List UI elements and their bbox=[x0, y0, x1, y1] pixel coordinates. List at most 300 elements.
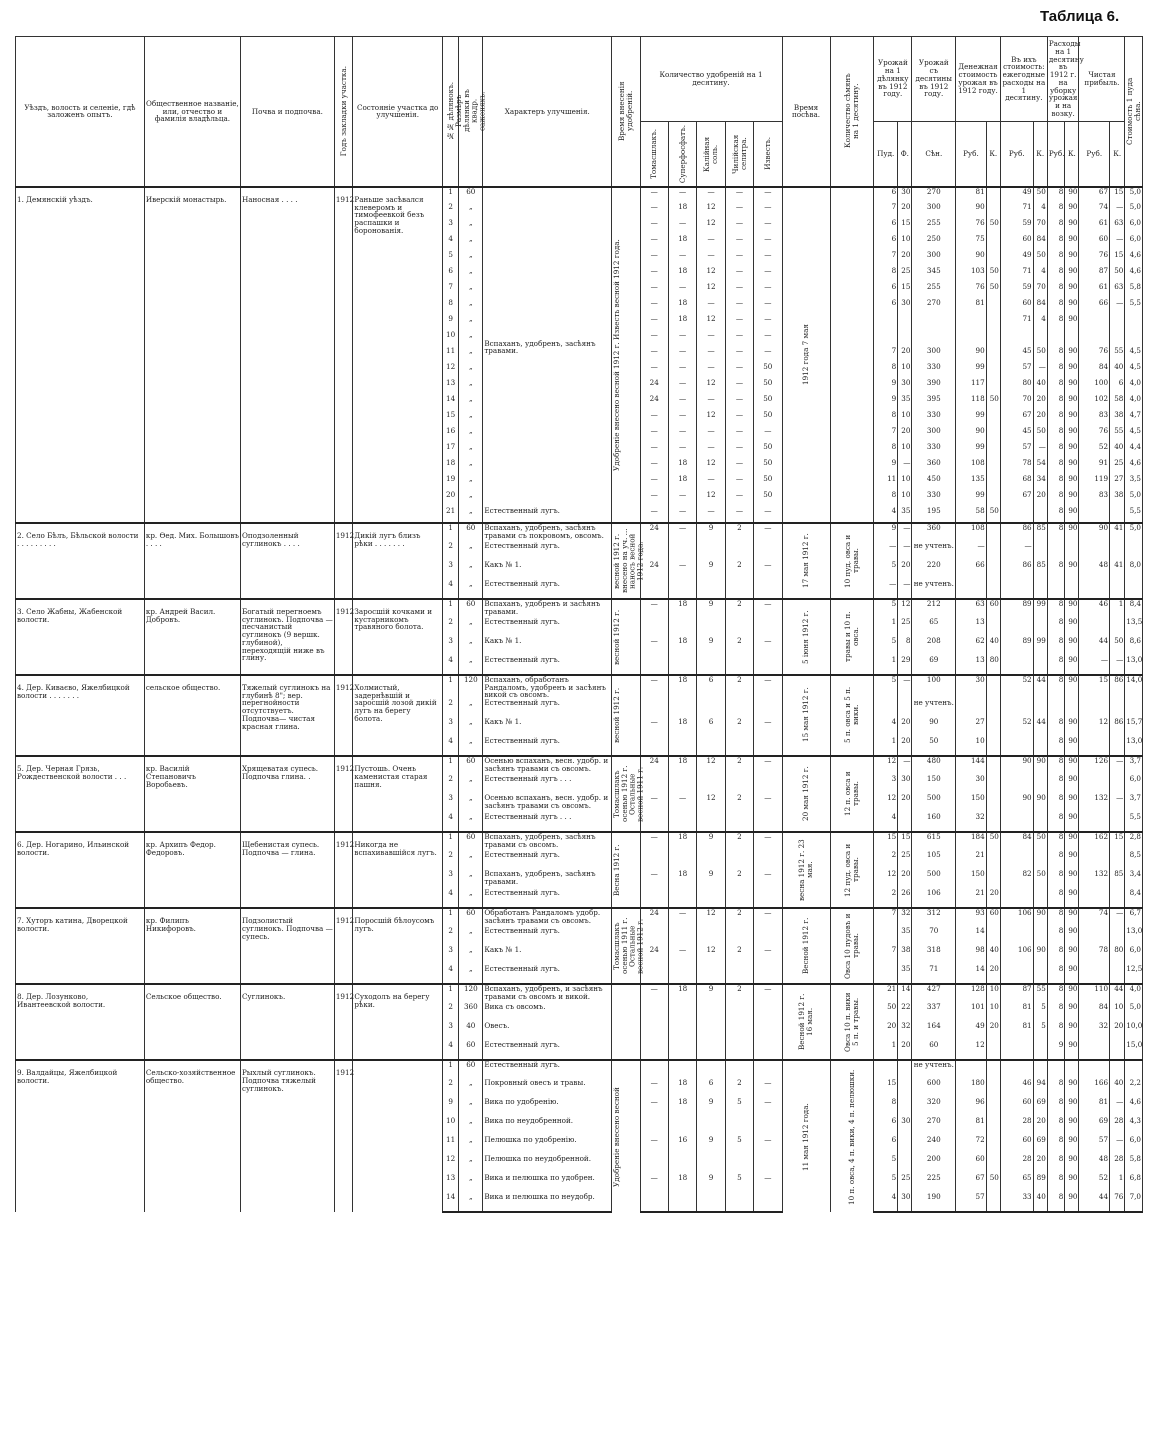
value-rub: 76 bbox=[956, 219, 987, 235]
price-per-pud: 6,0 bbox=[1125, 235, 1143, 251]
fertilizer-amount bbox=[697, 699, 725, 718]
expense-kop: 90 bbox=[1065, 427, 1079, 443]
hay-funt: 20 bbox=[898, 870, 912, 889]
hay-funt: — bbox=[898, 523, 912, 542]
price-per-pud: 12,5 bbox=[1125, 965, 1143, 984]
value-kop bbox=[986, 675, 1000, 699]
cost-rub bbox=[1000, 965, 1033, 984]
seed-qty-text: Овса 10 п. вики 5 п. и травы. bbox=[843, 992, 860, 1052]
improvement-text: Вспаханъ, удобренъ, засѣянъ травами. bbox=[484, 338, 596, 356]
fertilizer-amount: — bbox=[668, 251, 696, 267]
expense-rub: 8 bbox=[1047, 411, 1064, 427]
header-cost: Въ ихъ стоимость: ежегодные расходы на 1 десятину. bbox=[1000, 37, 1047, 122]
improvement-cell: Естественный лугъ. bbox=[483, 1060, 612, 1079]
improvement-cell: Естественный лугъ. bbox=[483, 580, 612, 599]
cost-kop: 94 bbox=[1033, 1079, 1047, 1098]
fertilizer-amount: — bbox=[640, 219, 668, 235]
cost-rub: 90 bbox=[1000, 756, 1033, 775]
fertilizer-amount: — bbox=[640, 267, 668, 283]
profit-rub: 76 bbox=[1079, 251, 1110, 267]
fertilizer-amount bbox=[640, 889, 668, 908]
expense-kop: 90 bbox=[1065, 299, 1079, 315]
fertilizer-amount: 50 bbox=[754, 395, 782, 411]
fertilizer-amount: 24 bbox=[640, 756, 668, 775]
fertilizer-amount: — bbox=[754, 832, 782, 851]
price-per-pud: 4,5 bbox=[1125, 363, 1143, 379]
hay-per-des: 150 bbox=[912, 775, 956, 794]
value-rub: 90 bbox=[956, 427, 987, 443]
value-rub: 117 bbox=[956, 379, 987, 395]
fertilizer-amount: 5 bbox=[725, 1136, 753, 1155]
fertilizer-amount bbox=[725, 618, 753, 637]
header-hay-per-plot: Урожай на 1 дѣлянку въ 1912 году. bbox=[874, 37, 912, 122]
profit-rub bbox=[1079, 315, 1110, 331]
plot-number: 3 bbox=[442, 870, 458, 889]
fertilizer-amount: — bbox=[725, 411, 753, 427]
price-per-pud: 8,6 bbox=[1125, 637, 1143, 656]
fertilizer-amount: 2 bbox=[725, 523, 753, 542]
fertilizer-amount: 18 bbox=[668, 1079, 696, 1098]
fertilizer-amount: 24 bbox=[640, 946, 668, 965]
price-per-pud bbox=[1125, 580, 1143, 599]
profit-kop: — bbox=[1110, 1136, 1125, 1155]
section-place: 9. Валдайцы, Яжелбицкой волости. bbox=[16, 1060, 145, 1212]
fertilizer-amount: 24 bbox=[640, 395, 668, 411]
plot-size: „ bbox=[459, 946, 483, 965]
fertilizer-amount: 9 bbox=[697, 523, 725, 542]
value-kop bbox=[986, 542, 1000, 561]
cost-kop: — bbox=[1033, 443, 1047, 459]
cost-rub: 106 bbox=[1000, 946, 1033, 965]
value-kop bbox=[986, 1136, 1000, 1155]
plot-number: 2 bbox=[442, 203, 458, 219]
value-rub: 14 bbox=[956, 965, 987, 984]
fert-time-text: весной 1912 г. bbox=[612, 687, 622, 743]
cost-rub: 49 bbox=[1000, 251, 1033, 267]
fertilizer-amount bbox=[668, 656, 696, 675]
plot-size: „ bbox=[459, 1174, 483, 1193]
profit-rub: 44 bbox=[1079, 1193, 1110, 1212]
price-per-pud bbox=[1125, 315, 1143, 331]
section-year: 1912 bbox=[334, 756, 353, 832]
hay-funt: 20 bbox=[898, 1041, 912, 1060]
fertilizer-amount: — bbox=[640, 251, 668, 267]
fertilizer-amount bbox=[754, 1117, 782, 1136]
fertilizer-amount bbox=[668, 775, 696, 794]
table-row bbox=[16, 1060, 1143, 1079]
fertilizer-amount bbox=[697, 1155, 725, 1174]
price-per-pud: 3,7 bbox=[1125, 756, 1143, 775]
sowing-time-text: 15 мая 1912 г. bbox=[801, 688, 811, 743]
profit-rub: 81 bbox=[1079, 1098, 1110, 1117]
profit-rub bbox=[1079, 331, 1110, 347]
price-per-pud: 4,6 bbox=[1125, 251, 1143, 267]
section-state: Поросшій бѣлоусомъ лугъ. bbox=[353, 908, 443, 984]
price-per-pud: 4,4 bbox=[1125, 443, 1143, 459]
fertilizer-amount bbox=[640, 737, 668, 756]
cost-kop bbox=[1033, 656, 1047, 675]
plot-number: 21 bbox=[442, 507, 458, 523]
expense-rub: 8 bbox=[1047, 656, 1064, 675]
price-per-pud: 6,0 bbox=[1125, 775, 1143, 794]
profit-kop bbox=[1110, 851, 1125, 870]
value-rub: 150 bbox=[956, 870, 987, 889]
profit-rub: 102 bbox=[1079, 395, 1110, 411]
fertilizer-amount bbox=[754, 775, 782, 794]
fertilizer-amount: — bbox=[754, 1079, 782, 1098]
fertilizer-amount bbox=[725, 1117, 753, 1136]
plot-number: 6 bbox=[442, 267, 458, 283]
fertilizer-amount bbox=[725, 1022, 753, 1041]
fertilizer-amount: — bbox=[640, 1174, 668, 1193]
fertilizer-amount bbox=[697, 775, 725, 794]
cost-kop: 4 bbox=[1033, 267, 1047, 283]
seed-qty-cell bbox=[830, 832, 874, 908]
plot-number: 4 bbox=[442, 813, 458, 832]
fertilizer-amount: — bbox=[640, 443, 668, 459]
hay-per-des: 450 bbox=[912, 475, 956, 491]
section-year: 1912 bbox=[334, 908, 353, 984]
fertilizer-amount: — bbox=[725, 203, 753, 219]
profit-rub: 119 bbox=[1079, 475, 1110, 491]
value-kop: 50 bbox=[986, 507, 1000, 523]
fertilizer-amount: 18 bbox=[668, 599, 696, 618]
price-per-pud: 4,5 bbox=[1125, 427, 1143, 443]
plot-number: 2 bbox=[442, 618, 458, 637]
hay-pud: 9 bbox=[874, 379, 898, 395]
sowing-time-cell bbox=[782, 756, 830, 832]
hay-funt bbox=[898, 1155, 912, 1174]
expense-kop: 90 bbox=[1065, 946, 1079, 965]
value-kop: 60 bbox=[986, 908, 1000, 927]
value-rub: 30 bbox=[956, 675, 987, 699]
cost-rub: 90 bbox=[1000, 794, 1033, 813]
hay-funt bbox=[898, 1079, 912, 1098]
expense-rub: 8 bbox=[1047, 283, 1064, 299]
fertilizer-amount: — bbox=[640, 235, 668, 251]
fertilizer-amount: — bbox=[668, 507, 696, 523]
price-per-pud: 8,4 bbox=[1125, 599, 1143, 618]
plot-number: 2 bbox=[442, 542, 458, 561]
fertilizer-amount: — bbox=[640, 599, 668, 618]
plot-number: 1 bbox=[442, 523, 458, 542]
hay-per-des: 200 bbox=[912, 1155, 956, 1174]
hay-pud: 12 bbox=[874, 756, 898, 775]
hay-pud: 12 bbox=[874, 794, 898, 813]
value-rub: 135 bbox=[956, 475, 987, 491]
seed-qty-text: 12 пуд. овса и травы. bbox=[843, 843, 860, 897]
hay-pud bbox=[874, 1060, 898, 1079]
value-rub: 75 bbox=[956, 235, 987, 251]
value-rub: 93 bbox=[956, 908, 987, 927]
fertilizer-amount bbox=[668, 889, 696, 908]
hay-per-des: 395 bbox=[912, 395, 956, 411]
plot-size: „ bbox=[459, 618, 483, 637]
profit-kop: 25 bbox=[1110, 459, 1125, 475]
expense-rub: 8 bbox=[1047, 675, 1064, 699]
value-rub: 12 bbox=[956, 1041, 987, 1060]
profit-kop: 20 bbox=[1110, 1022, 1125, 1041]
plot-number: 2 bbox=[442, 1003, 458, 1022]
fertilizer-amount: — bbox=[640, 203, 668, 219]
plot-number: 3 bbox=[442, 718, 458, 737]
value-rub: — bbox=[956, 542, 987, 561]
price-per-pud: 15,0 bbox=[1125, 1041, 1143, 1060]
hay-pud: 21 bbox=[874, 984, 898, 1003]
cost-rub: 28 bbox=[1000, 1117, 1033, 1136]
cost-kop bbox=[1033, 889, 1047, 908]
value-kop bbox=[986, 331, 1000, 347]
section-soil: Рыхлый суглинокъ. Подпочва тяжелый суглинокъ. bbox=[240, 1060, 334, 1212]
hay-funt: 30 bbox=[898, 187, 912, 203]
fertilizer-amount: — bbox=[640, 1079, 668, 1098]
cost-kop: 34 bbox=[1033, 475, 1047, 491]
hay-per-des: 50 bbox=[912, 737, 956, 756]
value-kop: 40 bbox=[986, 946, 1000, 965]
fertilizer-amount: 16 bbox=[668, 1136, 696, 1155]
value-rub: 32 bbox=[956, 813, 987, 832]
profit-kop: — bbox=[1110, 756, 1125, 775]
value-kop bbox=[986, 459, 1000, 475]
fertilizer-amount bbox=[754, 1060, 782, 1079]
hay-pud: 6 bbox=[874, 187, 898, 203]
fertilizer-amount bbox=[697, 927, 725, 946]
fertilizer-amount: — bbox=[725, 427, 753, 443]
profit-rub bbox=[1079, 889, 1110, 908]
fertilizer-amount bbox=[697, 1041, 725, 1060]
value-rub: 144 bbox=[956, 756, 987, 775]
sowing-time-text: весна 1912 г. 23 мая. bbox=[797, 839, 815, 901]
profit-rub: 83 bbox=[1079, 411, 1110, 427]
value-kop bbox=[986, 411, 1000, 427]
fertilizer-amount: 2 bbox=[725, 832, 753, 851]
hay-funt: 20 bbox=[898, 794, 912, 813]
fertilizer-amount: 12 bbox=[697, 756, 725, 775]
section-place: 1. Демянскій уѣздъ. bbox=[16, 187, 145, 523]
section-soil: Подзолистый суглинокъ. Подпочва — супесь. bbox=[240, 908, 334, 984]
header-expense: Расходы на 1 десятину въ 1912 г. на уборку урожая и на возку. bbox=[1047, 37, 1079, 122]
fertilizer-amount: — bbox=[640, 411, 668, 427]
fertilizer-amount bbox=[640, 1022, 668, 1041]
sowing-time-cell bbox=[782, 523, 830, 599]
expense-rub bbox=[1047, 580, 1064, 599]
fertilizer-amount: 2 bbox=[725, 756, 753, 775]
hay-pud: 5 bbox=[874, 561, 898, 580]
cost-kop: 50 bbox=[1033, 187, 1047, 203]
value-rub: 81 bbox=[956, 187, 987, 203]
value-kop: 50 bbox=[986, 395, 1000, 411]
expense-rub: 8 bbox=[1047, 315, 1064, 331]
improvement-cell: Какъ № 1. bbox=[483, 718, 612, 737]
section-year: 1912 bbox=[334, 984, 353, 1060]
fertilizer-amount: 5 bbox=[725, 1098, 753, 1117]
fertilizer-amount: — bbox=[725, 283, 753, 299]
section-owner: Сельско-хозяйственное общество. bbox=[144, 1060, 240, 1212]
expense-rub: 8 bbox=[1047, 1174, 1064, 1193]
fertilizer-amount: — bbox=[640, 331, 668, 347]
hay-pud: 9 bbox=[874, 459, 898, 475]
value-kop bbox=[986, 251, 1000, 267]
fertilizer-amount bbox=[668, 1060, 696, 1079]
hay-funt: 15 bbox=[898, 283, 912, 299]
fertilizer-amount: — bbox=[725, 251, 753, 267]
fertilizer-amount: 2 bbox=[725, 637, 753, 656]
cost-kop: 20 bbox=[1033, 491, 1047, 507]
hay-per-des: 255 bbox=[912, 219, 956, 235]
fertilizer-amount: 2 bbox=[725, 718, 753, 737]
expense-kop: 90 bbox=[1065, 459, 1079, 475]
fertilizer-amount: — bbox=[754, 315, 782, 331]
expense-kop bbox=[1065, 542, 1079, 561]
profit-rub: 61 bbox=[1079, 219, 1110, 235]
value-rub: 180 bbox=[956, 1079, 987, 1098]
value-kop bbox=[986, 443, 1000, 459]
expense-kop: 90 bbox=[1065, 965, 1079, 984]
profit-rub: 91 bbox=[1079, 459, 1110, 475]
hay-per-des: 65 bbox=[912, 618, 956, 637]
expense-rub: 8 bbox=[1047, 475, 1064, 491]
expense-rub: 8 bbox=[1047, 459, 1064, 475]
expense-rub: 8 bbox=[1047, 1079, 1064, 1098]
plot-size: „ bbox=[459, 331, 483, 347]
improvement-cell: Естественный лугъ. bbox=[483, 699, 612, 718]
profit-kop bbox=[1110, 1041, 1125, 1060]
expense-kop: 90 bbox=[1065, 984, 1079, 1003]
expense-rub: 8 bbox=[1047, 427, 1064, 443]
value-kop bbox=[986, 1117, 1000, 1136]
plot-size: 60 bbox=[459, 908, 483, 927]
profit-kop: 41 bbox=[1110, 523, 1125, 542]
expense-kop: 90 bbox=[1065, 637, 1079, 656]
price-per-pud: 13,0 bbox=[1125, 656, 1143, 675]
hay-pud: 9 bbox=[874, 523, 898, 542]
fertilizer-amount: 5 bbox=[725, 1174, 753, 1193]
plot-size: „ bbox=[459, 235, 483, 251]
fertilizer-amount bbox=[697, 1060, 725, 1079]
price-per-pud: 6,8 bbox=[1125, 1174, 1143, 1193]
hay-per-des: 195 bbox=[912, 507, 956, 523]
expense-kop: 90 bbox=[1065, 794, 1079, 813]
fertilizer-amount: — bbox=[754, 908, 782, 927]
cost-kop bbox=[1033, 1041, 1047, 1060]
expense-rub: 8 bbox=[1047, 775, 1064, 794]
hay-funt: 25 bbox=[898, 1174, 912, 1193]
fertilizer-amount: — bbox=[640, 984, 668, 1003]
plot-number: 4 bbox=[442, 1041, 458, 1060]
fertilizer-amount: — bbox=[754, 267, 782, 283]
fertilizer-amount: — bbox=[725, 507, 753, 523]
value-rub: 49 bbox=[956, 1022, 987, 1041]
plot-number: 7 bbox=[442, 283, 458, 299]
expense-kop: 90 bbox=[1065, 347, 1079, 363]
hay-funt: 35 bbox=[898, 927, 912, 946]
cost-rub: 89 bbox=[1000, 637, 1033, 656]
seed-qty-cell bbox=[830, 187, 874, 523]
fertilizer-amount bbox=[697, 1193, 725, 1212]
unit-k: К. bbox=[1033, 121, 1047, 187]
cost-rub: 28 bbox=[1000, 1155, 1033, 1174]
value-rub: 72 bbox=[956, 1136, 987, 1155]
profit-kop bbox=[1110, 1060, 1125, 1079]
fertilizer-amount: — bbox=[754, 251, 782, 267]
hay-funt: 32 bbox=[898, 908, 912, 927]
profit-kop: — bbox=[1110, 1098, 1125, 1117]
hay-pud: 4 bbox=[874, 813, 898, 832]
section-year: 1912 bbox=[334, 523, 353, 599]
fertilizer-amount: 12 bbox=[697, 219, 725, 235]
value-rub: 62 bbox=[956, 637, 987, 656]
fertilizer-amount: — bbox=[725, 395, 753, 411]
fertilizer-amount bbox=[640, 851, 668, 870]
improvement-cell: Вика и пелюшка по удобрен. bbox=[483, 1174, 612, 1193]
fertilizer-amount bbox=[754, 1155, 782, 1174]
fertilizer-amount bbox=[697, 965, 725, 984]
hay-per-des: 330 bbox=[912, 443, 956, 459]
fertilizer-amount bbox=[725, 851, 753, 870]
fertilizer-amount bbox=[668, 927, 696, 946]
header-soil: Почва и подпочва. bbox=[240, 37, 334, 187]
section-owner: Иверскій монастырь. bbox=[144, 187, 240, 523]
hay-pud: 6 bbox=[874, 235, 898, 251]
expense-kop: 90 bbox=[1065, 599, 1079, 618]
value-kop bbox=[986, 756, 1000, 775]
cost-kop bbox=[1033, 851, 1047, 870]
improvement-cell: Какъ № 1. bbox=[483, 946, 612, 965]
expense-kop bbox=[1065, 331, 1079, 347]
plot-size: „ bbox=[459, 475, 483, 491]
improvement-cell: Естественный лугъ . . . bbox=[483, 813, 612, 832]
fertilizer-amount: — bbox=[754, 235, 782, 251]
header-chili: Чилійская селитра. bbox=[725, 121, 753, 187]
section-year: 1912 bbox=[334, 832, 353, 908]
fertilizer-amount: — bbox=[640, 363, 668, 379]
cost-rub bbox=[1000, 507, 1033, 523]
value-rub: 99 bbox=[956, 443, 987, 459]
fertilizer-amount: — bbox=[754, 203, 782, 219]
profit-rub: 84 bbox=[1079, 363, 1110, 379]
price-per-pud: 2,2 bbox=[1125, 1079, 1143, 1098]
plot-size: „ bbox=[459, 1117, 483, 1136]
fert-time-cell bbox=[612, 908, 645, 984]
hay-pud: 1 bbox=[874, 618, 898, 637]
hay-funt: 30 bbox=[898, 775, 912, 794]
hay-per-des: 106 bbox=[912, 889, 956, 908]
fertilizer-amount: — bbox=[725, 315, 753, 331]
profit-rub: 66 bbox=[1079, 299, 1110, 315]
fertilizer-amount bbox=[754, 965, 782, 984]
hay-per-des: не учтенъ. bbox=[912, 542, 956, 561]
fertilizer-amount: — bbox=[640, 475, 668, 491]
cost-rub: 45 bbox=[1000, 427, 1033, 443]
value-rub: 98 bbox=[956, 946, 987, 965]
cost-rub: 84 bbox=[1000, 832, 1033, 851]
hay-funt: 38 bbox=[898, 946, 912, 965]
hay-funt: 15 bbox=[898, 832, 912, 851]
sowing-time-text: Весной 1912 г. 16 мая. bbox=[797, 993, 815, 1051]
expense-rub: 8 bbox=[1047, 235, 1064, 251]
cost-kop: 90 bbox=[1033, 794, 1047, 813]
fertilizer-amount: 9 bbox=[697, 1174, 725, 1193]
section-owner: кр. Архипъ Федор. Федоровъ. bbox=[144, 832, 240, 908]
cost-rub: 60 bbox=[1000, 1098, 1033, 1117]
cost-kop: 5 bbox=[1033, 1022, 1047, 1041]
expense-rub: 8 bbox=[1047, 267, 1064, 283]
cost-kop bbox=[1033, 813, 1047, 832]
cost-rub: 59 bbox=[1000, 283, 1033, 299]
fertilizer-amount bbox=[697, 1003, 725, 1022]
fertilizer-amount: — bbox=[754, 794, 782, 813]
expense-rub: 8 bbox=[1047, 443, 1064, 459]
